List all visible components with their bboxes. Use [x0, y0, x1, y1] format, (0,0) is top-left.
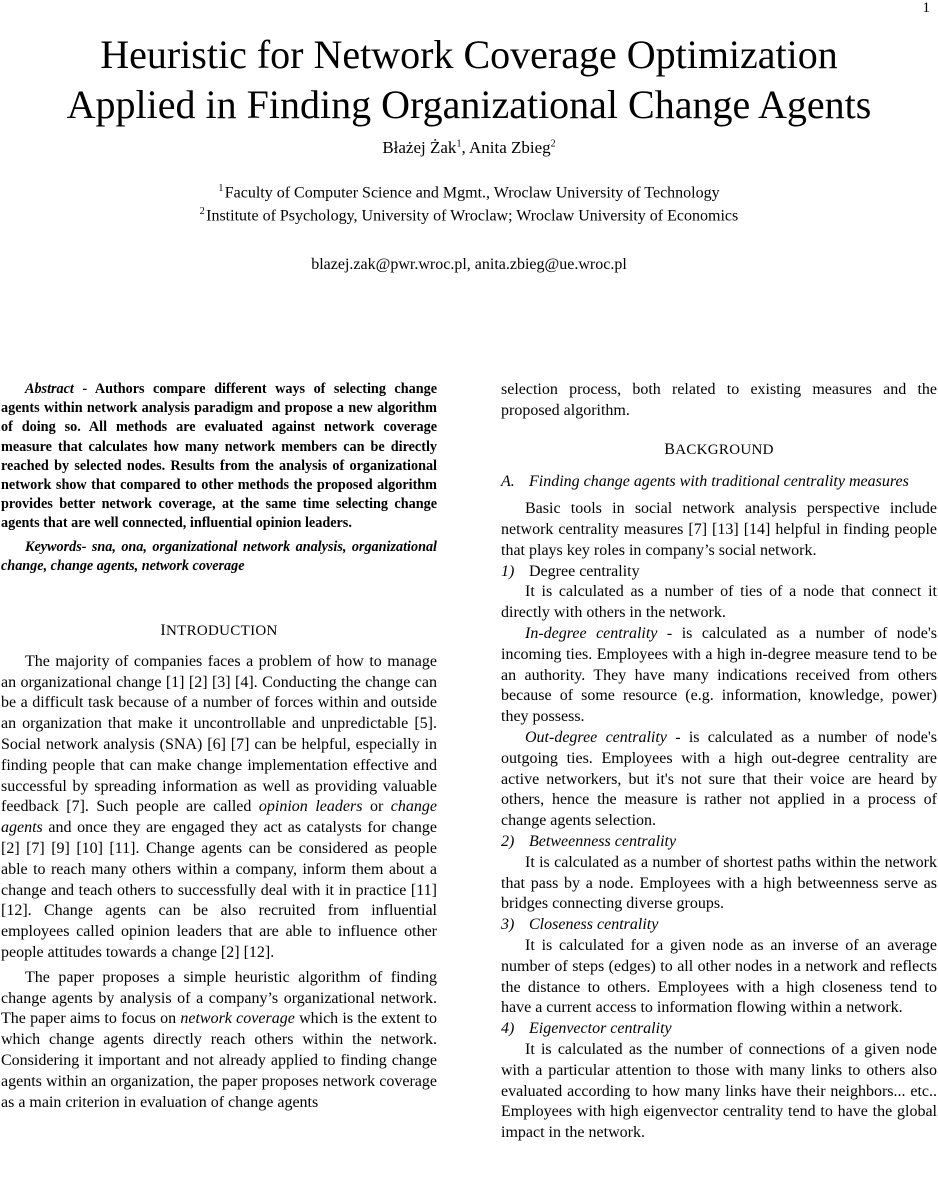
subsection-a-label: A. [501, 473, 515, 491]
intro-p2-em: network coverage [180, 1010, 295, 1028]
intro-p1-b: or [362, 798, 391, 816]
in-degree-text: - is calculated as a number of node's incoming ties. Employees with a high in-degree measure tend to be an authority. They have many indications received from others because of some resource (e.g. information, knowledge, power) they possess. [501, 624, 938, 726]
degree-paragraph: It is calculated as a number of ties of a node that connect it directly with others in the network. [501, 583, 937, 622]
intro-p1-c: and once they are engaged they act as catalysts for change [2] [7] [9] [10] [11]. Change agents can be considered as people able to reach many others within a company, inform them about a change and teach others to successfully deal with it in practice [11] [12]. Change agents can be also recruited from influential employees called opinion leaders that are able to influence other people attitudes towards a change [2] [12]. [1, 819, 437, 961]
aff-1-sup: 1 [218, 183, 224, 194]
degree-title: Degree centrality [529, 562, 640, 580]
author-sep: , [461, 138, 469, 157]
aff-1-text: Faculty of Computer Science and Mgmt., Wroclaw University of Technology [224, 184, 720, 202]
author-1: Błażej Żak [382, 138, 457, 157]
background-paragraph-1: Basic tools in social network analysis perspective include network centrality measures [7] [13] [14] helpful in finding people that plays key roles in company’s social network. [501, 500, 937, 559]
intro-p2-a: The paper proposes a simple heuristic algorithm of finding change agents by analysis of a company’s organizational network. The paper aims to focus on [1, 968, 437, 1028]
keywords: Keywords- sna, ona, organizational network analysis, organizational change, change agents, network coverage [1, 538, 437, 574]
right-continuation: selection process, both related to existing measures and the proposed algorithm. [501, 381, 937, 419]
abstract [1, 380, 437, 534]
betweenness-paragraph: It is calculated as a number of shortest paths within the network that pass by a node. Employees with a high betweenness serve as bridges connecting diverse groups. [501, 853, 937, 913]
bg-heading-rest: ACKGROUND [675, 441, 774, 458]
subsection-a-title: Finding change agents with traditional centrality measures [529, 473, 909, 491]
in-degree-em: In-degree centrality [525, 624, 658, 642]
in-degree-paragraph [501, 624, 937, 728]
author-2-sup: 2 [550, 138, 556, 150]
intro-paragraph-2 [1, 968, 437, 1114]
left-column [1, 380, 437, 1113]
degree-num: 1) [501, 562, 515, 580]
bg-heading-initial: B [664, 440, 676, 458]
abstract-text: - Authors compare different ways of selecting change agents within network analysis paradigm and propose a new algorithm of doing so. All methods are evaluated against network coverage measure that calculates how many network members can be directly reached by selected nodes. Results from the analysis of organizational network show that compared to other methods the proposed algorithm provides better network coverage, at the same time selecting change agents that are well connected, influential opinion leaders. [1, 381, 437, 532]
intro-heading [1, 621, 437, 642]
intro-heading-rest: NTRODUCTION [166, 623, 278, 640]
closeness-heading [501, 915, 937, 936]
background-heading [501, 440, 937, 461]
title-line-2: Applied in Finding Organizational Change Agents [66, 82, 872, 127]
closeness-paragraph: It is calculated for a given node as an inverse of an average number of steps (edges) to all other nodes in a network and reflects the distance to others. Employees with a high closeness tend to have a current access to information flowing within a network. [501, 936, 937, 1017]
degree-heading [501, 562, 937, 583]
author-1-sup: 1 [456, 138, 462, 150]
closeness-title: Closeness centrality [529, 916, 659, 934]
author-emails: blazej.zak@pwr.wroc.pl, anita.zbieg@ue.wroc.pl [311, 256, 627, 273]
affiliation-2 [0, 206, 938, 225]
betweenness-num: 2) [501, 832, 515, 850]
paper-title [0, 30, 938, 130]
intro-p1-em2: change agents [1, 798, 437, 837]
out-degree-paragraph [501, 728, 937, 832]
affiliation-1 [0, 183, 938, 202]
closeness-num: 3) [501, 916, 515, 934]
intro-heading-initial: I [160, 622, 166, 640]
out-degree-text: - is calculated as a number of node's outgoing ties. Employees with a high out-degree centrality are active networkers, but it's not sure that their voice are heard by others, hence the measure is rather not applied in a process of change agents selection. [501, 728, 938, 830]
intro-p1-em1: opinion leaders [258, 798, 363, 816]
eigenvector-num: 4) [501, 1020, 515, 1038]
abstract-label: Abstract [25, 381, 74, 397]
page-number: 1 [922, 0, 930, 16]
aff-2-sup: 2 [199, 206, 205, 217]
aff-2-text: Institute of Psychology, University of Wroclaw; Wroclaw University of Economics [206, 207, 739, 225]
author-2: Anita Zbieg [469, 138, 551, 157]
intro-paragraph-1 [1, 652, 437, 964]
eigenvector-paragraph: It is calculated as the number of connections of a given node with a particular attention to those with many links to others also evaluated according to how many links have their neighbors... etc.. Employees with high eigenvector centrality tend to have the global impact in the network. [501, 1040, 937, 1142]
intro-p1-a: The majority of companies faces a problem of how to manage an organizational change [1] [2] [3] [4]. Conducting the change can be a difficult task because of a number of forces within and outside an organization that make it uncontrollable and unpredictable [5]. Social network analysis (SNA) [6] [7] can be helpful, especially in finding people that can make change implementation effective and successful by spreading information as well as providing valuable feedback [7]. Such people are called [1, 652, 437, 816]
eigenvector-title: Eigenvector centrality [529, 1020, 672, 1038]
eigenvector-heading [501, 1019, 937, 1040]
intro-p2-b: which is the extent to which change agents directly reach others within the network. Considering it important and not already applied to finding change agents within an organization, the paper proposes network coverage as a main criterion in evaluation of change agents [1, 1010, 437, 1111]
out-degree-em: Out-degree centrality [525, 728, 667, 746]
subsection-a [501, 472, 937, 493]
betweenness-heading [501, 832, 937, 853]
right-column [501, 380, 937, 1144]
authors [0, 138, 938, 158]
betweenness-title: Betweenness centrality [529, 832, 677, 850]
title-line-1: Heuristic for Network Coverage Optimization [100, 32, 838, 77]
